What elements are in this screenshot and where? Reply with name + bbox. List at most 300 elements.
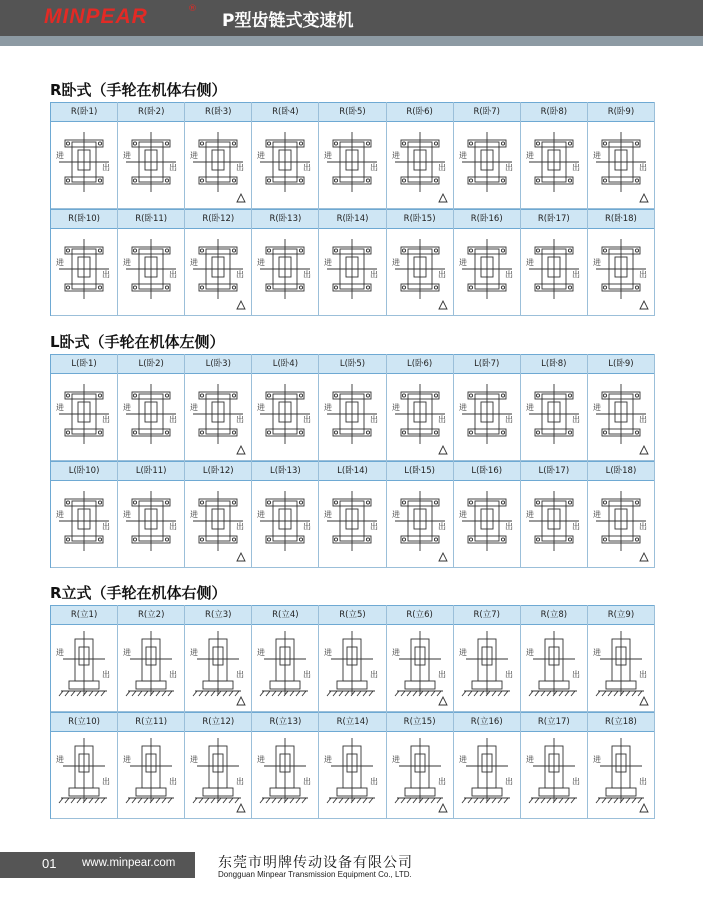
input-label: 进 xyxy=(458,151,467,160)
vertical-mount-diagram xyxy=(323,629,381,707)
input-label: 进 xyxy=(458,648,467,657)
horizontal-mount-diagram xyxy=(391,126,449,204)
reference-triangle-icon xyxy=(237,301,245,309)
mount-position-label: L(卧15) xyxy=(387,461,453,481)
mount-position-cell xyxy=(118,102,185,209)
horizontal-mount-diagram xyxy=(55,378,113,456)
horizontal-mount-diagram xyxy=(391,233,449,311)
reference-triangle-icon xyxy=(439,301,447,309)
output-label: 出 xyxy=(236,777,245,786)
mount-position-label: L(卧13) xyxy=(252,461,318,481)
vertical-mount-diagram xyxy=(122,629,180,707)
mount-position-cell xyxy=(118,209,185,316)
output-label: 出 xyxy=(370,777,379,786)
output-label: 出 xyxy=(504,522,513,531)
mount-position-cell xyxy=(252,461,319,568)
horizontal-mount-diagram xyxy=(256,485,314,563)
input-label: 进 xyxy=(525,403,534,412)
mount-position-label: R(立3) xyxy=(185,605,251,625)
mount-position-label: R(卧13) xyxy=(252,209,318,229)
mount-position-cell xyxy=(185,712,252,819)
mount-position-label: R(立15) xyxy=(387,712,453,732)
input-label: 进 xyxy=(458,403,467,412)
mount-position-label: L(卧10) xyxy=(51,461,117,481)
mount-position-cell xyxy=(454,461,521,568)
input-label: 进 xyxy=(324,258,333,267)
output-label: 出 xyxy=(638,777,647,786)
horizontal-mount-diagram xyxy=(592,485,650,563)
horizontal-mount-diagram xyxy=(189,378,247,456)
output-label: 出 xyxy=(303,270,312,279)
registered-mark: ® xyxy=(188,4,197,14)
output-label: 出 xyxy=(102,415,110,424)
output-label: 出 xyxy=(437,522,446,531)
page-title: P型齿链式变速机 xyxy=(222,11,354,31)
input-label: 进 xyxy=(257,258,266,267)
page-number: 01 xyxy=(42,856,57,871)
mount-position-label: R(立13) xyxy=(252,712,318,732)
reference-triangle-icon xyxy=(640,194,648,202)
output-label: 出 xyxy=(638,163,647,172)
input-label: 进 xyxy=(257,648,266,657)
input-label: 进 xyxy=(123,510,132,519)
mount-position-cell xyxy=(252,354,319,461)
mount-position-cell xyxy=(521,209,588,316)
input-label: 进 xyxy=(391,258,400,267)
mount-position-label: R(立2) xyxy=(118,605,184,625)
mount-position-label: L(卧5) xyxy=(319,354,385,374)
vertical-mount-diagram xyxy=(122,736,180,814)
vertical-mount-diagram xyxy=(458,736,516,814)
mount-position-cell xyxy=(319,605,386,712)
output-label: 出 xyxy=(370,270,379,279)
mount-position-label: R(卧17) xyxy=(521,209,587,229)
reference-triangle-icon xyxy=(439,697,447,705)
horizontal-mount-diagram xyxy=(458,126,516,204)
input-label: 进 xyxy=(592,648,601,657)
input-label: 进 xyxy=(190,648,199,657)
horizontal-mount-diagram xyxy=(122,485,180,563)
output-label: 出 xyxy=(236,670,245,679)
mount-position-cell xyxy=(252,712,319,819)
mount-position-cell xyxy=(51,712,118,819)
vertical-mount-diagram xyxy=(592,629,650,707)
input-label: 进 xyxy=(391,403,400,412)
mount-position-label: R(立12) xyxy=(185,712,251,732)
horizontal-mount-diagram xyxy=(323,126,381,204)
input-label: 进 xyxy=(592,755,601,764)
output-label: 出 xyxy=(102,163,110,172)
reference-triangle-icon xyxy=(237,446,245,454)
vertical-mount-diagram xyxy=(525,629,583,707)
mount-position-label: L(卧9) xyxy=(588,354,654,374)
reference-triangle-icon xyxy=(640,553,648,561)
mount-position-cell xyxy=(252,605,319,712)
mount-position-label: R(卧3) xyxy=(185,102,251,122)
output-label: 出 xyxy=(102,270,110,279)
mount-position-label: R(立17) xyxy=(521,712,587,732)
output-label: 出 xyxy=(102,522,110,531)
output-label: 出 xyxy=(102,670,110,679)
input-label: 进 xyxy=(56,648,64,657)
input-label: 进 xyxy=(458,755,467,764)
vertical-mount-diagram xyxy=(256,629,314,707)
input-label: 进 xyxy=(257,510,266,519)
horizontal-mount-diagram xyxy=(323,378,381,456)
output-label: 出 xyxy=(638,270,647,279)
output-label: 出 xyxy=(504,670,513,679)
horizontal-mount-diagram xyxy=(122,378,180,456)
horizontal-mount-diagram xyxy=(256,126,314,204)
mount-position-label: R(卧16) xyxy=(454,209,520,229)
output-label: 出 xyxy=(236,270,245,279)
mount-position-cell xyxy=(588,354,655,461)
grid-r-horizontal xyxy=(50,102,655,316)
mount-position-cell xyxy=(454,605,521,712)
input-label: 进 xyxy=(190,755,199,764)
output-label: 出 xyxy=(370,670,379,679)
output-label: 出 xyxy=(571,415,580,424)
horizontal-mount-diagram xyxy=(256,378,314,456)
mount-position-cell xyxy=(387,102,454,209)
mount-position-label: R(卧1) xyxy=(51,102,117,122)
mount-position-cell xyxy=(521,102,588,209)
mount-position-cell xyxy=(185,102,252,209)
mount-position-cell xyxy=(521,461,588,568)
mount-position-cell xyxy=(454,354,521,461)
reference-triangle-icon xyxy=(640,301,648,309)
reference-triangle-icon xyxy=(439,194,447,202)
mount-position-cell xyxy=(252,102,319,209)
input-label: 进 xyxy=(324,648,333,657)
output-label: 出 xyxy=(571,522,580,531)
horizontal-mount-diagram xyxy=(55,233,113,311)
mount-position-cell xyxy=(387,712,454,819)
input-label: 进 xyxy=(592,258,601,267)
mount-position-cell xyxy=(319,354,386,461)
mount-position-label: R(卧2) xyxy=(118,102,184,122)
mount-position-cell xyxy=(51,209,118,316)
mount-position-label: R(立1) xyxy=(51,605,117,625)
mount-position-cell xyxy=(185,461,252,568)
mount-position-cell xyxy=(51,461,118,568)
output-label: 出 xyxy=(504,163,513,172)
grid-l-horizontal xyxy=(50,354,655,568)
mount-position-label: L(卧6) xyxy=(387,354,453,374)
reference-triangle-icon xyxy=(237,553,245,561)
output-label: 出 xyxy=(437,670,446,679)
input-label: 进 xyxy=(123,151,132,160)
mount-position-cell xyxy=(387,354,454,461)
mount-position-label: L(卧3) xyxy=(185,354,251,374)
mount-position-label: R(卧4) xyxy=(252,102,318,122)
output-label: 出 xyxy=(571,670,580,679)
output-label: 出 xyxy=(236,415,245,424)
output-label: 出 xyxy=(169,415,178,424)
mount-position-cell xyxy=(454,209,521,316)
output-label: 出 xyxy=(303,777,312,786)
output-label: 出 xyxy=(437,777,446,786)
output-label: 出 xyxy=(102,777,110,786)
mount-position-cell xyxy=(51,605,118,712)
output-label: 出 xyxy=(303,415,312,424)
vertical-mount-diagram xyxy=(391,736,449,814)
section-title-r-horizontal: R卧式（手轮在机体右侧） xyxy=(50,81,227,99)
input-label: 进 xyxy=(123,258,132,267)
mount-position-label: R(立9) xyxy=(588,605,654,625)
mount-position-cell xyxy=(387,209,454,316)
mount-position-label: R(立11) xyxy=(118,712,184,732)
horizontal-mount-diagram xyxy=(592,378,650,456)
mount-position-cell xyxy=(185,354,252,461)
input-label: 进 xyxy=(458,258,467,267)
mount-position-cell xyxy=(118,712,185,819)
vertical-mount-diagram xyxy=(189,629,247,707)
output-label: 出 xyxy=(169,670,178,679)
mount-position-label: L(卧18) xyxy=(588,461,654,481)
mount-position-label: R(卧10) xyxy=(51,209,117,229)
mount-position-label: L(卧2) xyxy=(118,354,184,374)
horizontal-mount-diagram xyxy=(525,378,583,456)
input-label: 进 xyxy=(123,648,132,657)
input-label: 进 xyxy=(525,258,534,267)
output-label: 出 xyxy=(571,777,580,786)
horizontal-mount-diagram xyxy=(122,126,180,204)
input-label: 进 xyxy=(324,755,333,764)
input-label: 进 xyxy=(56,151,64,160)
mount-position-label: R(卧5) xyxy=(319,102,385,122)
mount-position-label: L(卧16) xyxy=(454,461,520,481)
output-label: 出 xyxy=(638,522,647,531)
horizontal-mount-diagram xyxy=(458,233,516,311)
mount-position-cell xyxy=(521,605,588,712)
mount-position-label: L(卧8) xyxy=(521,354,587,374)
mount-position-cell xyxy=(185,605,252,712)
horizontal-mount-diagram xyxy=(323,233,381,311)
input-label: 进 xyxy=(525,755,534,764)
output-label: 出 xyxy=(638,670,647,679)
mount-position-label: R(卧6) xyxy=(387,102,453,122)
company-name-en: Dongguan Minpear Transmission Equipment Co., LTD. xyxy=(218,870,412,879)
website-link[interactable]: www.minpear.com xyxy=(82,857,176,869)
mount-position-cell xyxy=(454,102,521,209)
reference-triangle-icon xyxy=(640,446,648,454)
mount-position-label: R(立7) xyxy=(454,605,520,625)
mount-position-cell xyxy=(319,712,386,819)
mount-position-cell xyxy=(588,712,655,819)
mount-position-label: R(立10) xyxy=(51,712,117,732)
output-label: 出 xyxy=(437,415,446,424)
mount-position-label: R(卧7) xyxy=(454,102,520,122)
mount-position-label: L(卧11) xyxy=(118,461,184,481)
horizontal-mount-diagram xyxy=(391,378,449,456)
output-label: 出 xyxy=(437,270,446,279)
output-label: 出 xyxy=(303,163,312,172)
horizontal-mount-diagram xyxy=(525,233,583,311)
input-label: 进 xyxy=(458,510,467,519)
horizontal-mount-diagram xyxy=(525,126,583,204)
output-label: 出 xyxy=(370,522,379,531)
input-label: 进 xyxy=(525,151,534,160)
horizontal-mount-diagram xyxy=(256,233,314,311)
input-label: 进 xyxy=(257,151,266,160)
output-label: 出 xyxy=(169,777,178,786)
mount-position-label: R(立14) xyxy=(319,712,385,732)
mount-position-label: L(卧12) xyxy=(185,461,251,481)
input-label: 进 xyxy=(56,755,64,764)
grid-r-vertical xyxy=(50,605,655,819)
input-label: 进 xyxy=(324,403,333,412)
reference-triangle-icon xyxy=(237,697,245,705)
mount-position-cell xyxy=(521,712,588,819)
reference-triangle-icon xyxy=(640,697,648,705)
input-label: 进 xyxy=(525,510,534,519)
output-label: 出 xyxy=(370,415,379,424)
input-label: 进 xyxy=(391,755,400,764)
input-label: 进 xyxy=(525,648,534,657)
mount-position-cell xyxy=(51,354,118,461)
mount-position-label: L(卧14) xyxy=(319,461,385,481)
input-label: 进 xyxy=(324,151,333,160)
vertical-mount-diagram xyxy=(55,629,113,707)
input-label: 进 xyxy=(123,403,132,412)
section-title-l-horizontal: L卧式（手轮在机体左侧） xyxy=(50,333,225,351)
input-label: 进 xyxy=(391,648,400,657)
output-label: 出 xyxy=(303,522,312,531)
mount-position-cell xyxy=(387,605,454,712)
output-label: 出 xyxy=(169,270,178,279)
mount-position-cell xyxy=(118,461,185,568)
mount-position-label: R(立18) xyxy=(588,712,654,732)
reference-triangle-icon xyxy=(439,553,447,561)
input-label: 进 xyxy=(190,510,199,519)
header-strip xyxy=(0,36,703,46)
horizontal-mount-diagram xyxy=(592,126,650,204)
mount-position-label: R(卧12) xyxy=(185,209,251,229)
brand-logo: MINPEAR xyxy=(44,5,148,28)
vertical-mount-diagram xyxy=(55,736,113,814)
reference-triangle-icon xyxy=(439,804,447,812)
input-label: 进 xyxy=(391,151,400,160)
mount-position-cell xyxy=(387,461,454,568)
mount-position-label: R(卧14) xyxy=(319,209,385,229)
output-label: 出 xyxy=(638,415,647,424)
horizontal-mount-diagram xyxy=(391,485,449,563)
horizontal-mount-diagram xyxy=(458,378,516,456)
vertical-mount-diagram xyxy=(189,736,247,814)
output-label: 出 xyxy=(571,163,580,172)
mount-position-cell xyxy=(319,209,386,316)
horizontal-mount-diagram xyxy=(55,126,113,204)
mount-position-label: L(卧17) xyxy=(521,461,587,481)
mount-position-label: R(立16) xyxy=(454,712,520,732)
reference-triangle-icon xyxy=(439,446,447,454)
output-label: 出 xyxy=(169,522,178,531)
input-label: 进 xyxy=(56,258,64,267)
horizontal-mount-diagram xyxy=(122,233,180,311)
output-label: 出 xyxy=(236,163,245,172)
input-label: 进 xyxy=(56,403,64,412)
mount-position-cell xyxy=(252,209,319,316)
mount-position-label: R(立6) xyxy=(387,605,453,625)
mount-position-label: R(立5) xyxy=(319,605,385,625)
mount-position-label: L(卧7) xyxy=(454,354,520,374)
mount-position-cell xyxy=(51,102,118,209)
mount-position-label: R(立8) xyxy=(521,605,587,625)
vertical-mount-diagram xyxy=(323,736,381,814)
input-label: 进 xyxy=(257,403,266,412)
horizontal-mount-diagram xyxy=(55,485,113,563)
input-label: 进 xyxy=(123,755,132,764)
input-label: 进 xyxy=(190,403,199,412)
mount-position-label: R(卧15) xyxy=(387,209,453,229)
output-label: 出 xyxy=(504,777,513,786)
mount-position-label: R(立4) xyxy=(252,605,318,625)
mount-position-label: R(卧9) xyxy=(588,102,654,122)
mount-position-label: R(卧18) xyxy=(588,209,654,229)
input-label: 进 xyxy=(391,510,400,519)
input-label: 进 xyxy=(324,510,333,519)
mount-position-label: R(卧8) xyxy=(521,102,587,122)
vertical-mount-diagram xyxy=(592,736,650,814)
vertical-mount-diagram xyxy=(525,736,583,814)
reference-triangle-icon xyxy=(640,804,648,812)
input-label: 进 xyxy=(190,151,199,160)
mount-position-cell xyxy=(118,605,185,712)
output-label: 出 xyxy=(437,163,446,172)
input-label: 进 xyxy=(592,510,601,519)
section-title-r-vertical: R立式（手轮在机体右侧） xyxy=(50,584,227,602)
reference-triangle-icon xyxy=(237,194,245,202)
vertical-mount-diagram xyxy=(256,736,314,814)
mount-position-label: L(卧4) xyxy=(252,354,318,374)
horizontal-mount-diagram xyxy=(458,485,516,563)
input-label: 进 xyxy=(592,151,601,160)
horizontal-mount-diagram xyxy=(323,485,381,563)
mount-position-cell xyxy=(319,102,386,209)
reference-triangle-icon xyxy=(237,804,245,812)
horizontal-mount-diagram xyxy=(189,126,247,204)
vertical-mount-diagram xyxy=(458,629,516,707)
company-name-cn: 东莞市明牌传动设备有限公司 xyxy=(218,855,413,871)
mount-position-cell xyxy=(185,209,252,316)
horizontal-mount-diagram xyxy=(592,233,650,311)
mount-position-cell xyxy=(588,102,655,209)
mount-position-cell xyxy=(588,605,655,712)
mount-position-cell xyxy=(588,209,655,316)
output-label: 出 xyxy=(169,163,178,172)
mount-position-cell xyxy=(521,354,588,461)
output-label: 出 xyxy=(571,270,580,279)
output-label: 出 xyxy=(370,163,379,172)
input-label: 进 xyxy=(56,510,64,519)
output-label: 出 xyxy=(504,270,513,279)
horizontal-mount-diagram xyxy=(189,233,247,311)
mount-position-cell xyxy=(319,461,386,568)
mount-position-label: L(卧1) xyxy=(51,354,117,374)
vertical-mount-diagram xyxy=(391,629,449,707)
mount-position-label: R(卧11) xyxy=(118,209,184,229)
input-label: 进 xyxy=(190,258,199,267)
mount-position-cell xyxy=(118,354,185,461)
output-label: 出 xyxy=(236,522,245,531)
output-label: 出 xyxy=(504,415,513,424)
horizontal-mount-diagram xyxy=(525,485,583,563)
output-label: 出 xyxy=(303,670,312,679)
horizontal-mount-diagram xyxy=(189,485,247,563)
input-label: 进 xyxy=(592,403,601,412)
mount-position-cell xyxy=(454,712,521,819)
